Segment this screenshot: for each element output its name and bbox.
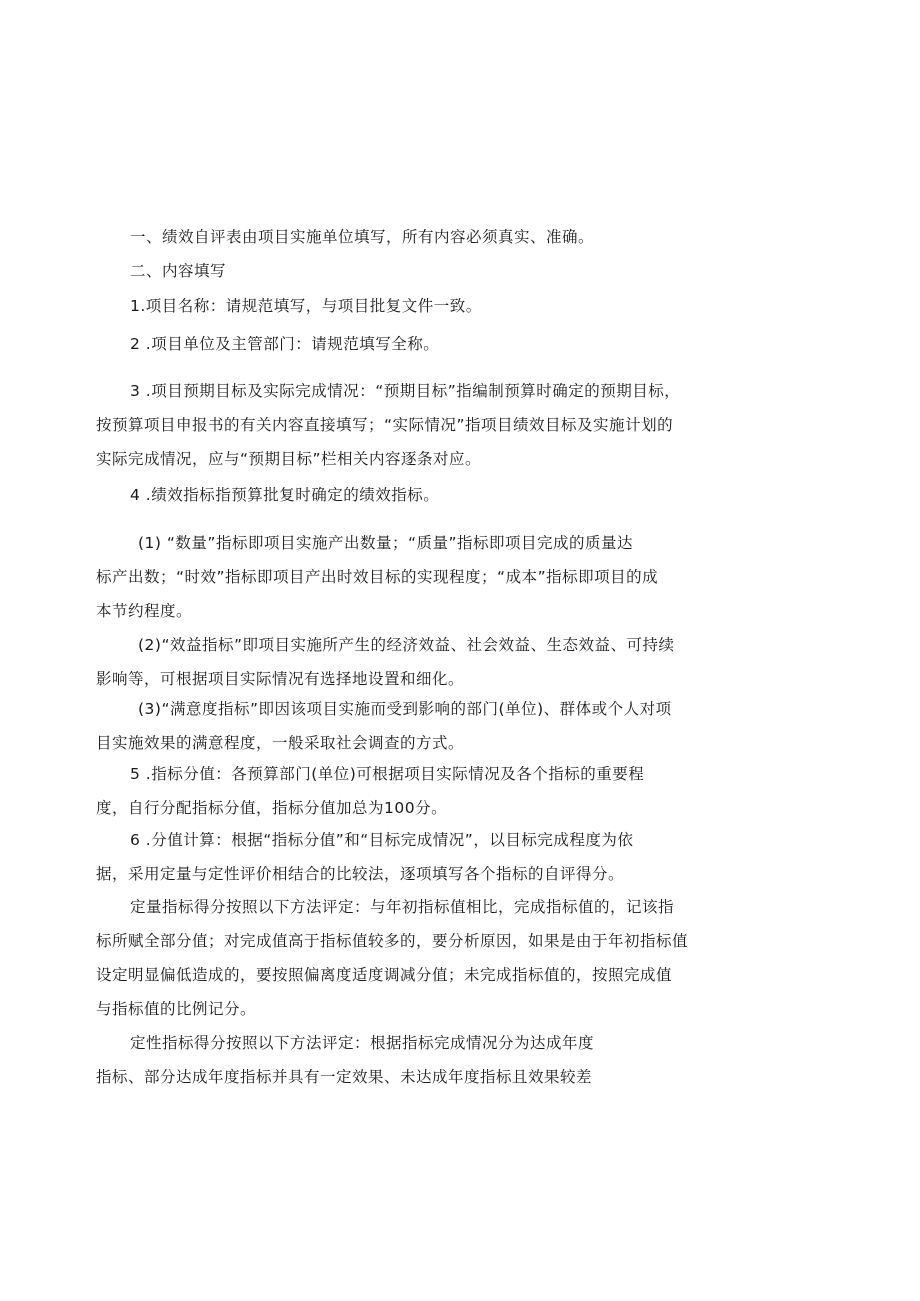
text-line: 指标、部分达成年度指标并具有一定效果、未达成年度指标且效果较差 (96, 1068, 593, 1086)
text-line: 与指标值的比例记分。 (96, 1000, 257, 1018)
section-heading (96, 254, 726, 288)
text-line: (2)“效益指标”即项目实施所产生的经济效益、社会效益、生态效益、可持续 (138, 636, 675, 654)
paragraph-item-1 (96, 289, 726, 323)
text-line: 按预算项目申报书的有关内容直接填写；“实际情况”指项目绩效目标及实施计划的 (96, 416, 674, 434)
text-line: 2 .项目单位及主管部门：请规范填写全称。 (130, 335, 440, 353)
paragraph-quantitative (96, 890, 726, 1026)
paragraph-subitem-1 (96, 526, 726, 628)
text-line: 本节约程度。 (96, 602, 193, 620)
text-line: (1) “数量”指标即项目实施产出数量；“质量”指标即项目完成的质量达 (138, 534, 634, 552)
text-line: 影响等，可根据项目实际情况有选择地设置和细化。 (96, 670, 465, 688)
paragraph-item-2 (96, 327, 726, 361)
text-line: 定量指标得分按照以下方法评定：与年初指标值相比，完成指标值的，记该指 (130, 898, 675, 916)
text-line: 目实施效果的满意程度，一般采取社会调查的方式。 (96, 734, 465, 752)
text-line: 一、绩效自评表由项目实施单位填写，所有内容必须真实、准确。 (130, 228, 595, 246)
paragraph-item-4 (96, 478, 726, 512)
text-line: 4 .绩效指标指预算批复时确定的绩效指标。 (130, 486, 440, 504)
text-line: 据，采用定量与定性评价相结合的比较法，逐项填写各个指标的自评得分。 (96, 865, 625, 883)
paragraph-qualitative (96, 1026, 726, 1094)
paragraph-intro (96, 220, 726, 254)
text-line: 实际完成情况，应与“预期目标”栏相关内容逐条对应。 (96, 450, 482, 468)
paragraph-subitem-2 (96, 628, 726, 696)
paragraph-item-5 (96, 757, 726, 825)
text-line: 标产出数；“时效”指标即项目产出时效目标的实现程度；“成本”指标即项目的成 (96, 568, 659, 586)
text-line: 3 .项目预期目标及实际完成情况：“预期目标”指编制预算时确定的预期目标， (130, 382, 681, 400)
paragraph-subitem-3 (96, 692, 726, 760)
paragraph-item-3 (96, 374, 726, 476)
text-line: 定性指标得分按照以下方法评定：根据指标完成情况分为达成年度 (130, 1034, 595, 1052)
text-line: 标所赋全部分值；对完成值高于指标值较多的，要分析原因，如果是由于年初指标值 (96, 932, 689, 950)
text-line: (3)“满意度指标”即因该项目实施而受到影响的部门(单位)、群体或个人对项 (138, 700, 672, 718)
paragraph-item-6 (96, 823, 726, 891)
text-line: 度，自行分配指标分值，指标分值加总为100分。 (96, 799, 448, 817)
text-line: 5 .指标分值：各预算部门(单位)可根据项目实际情况及各个指标的重要程 (130, 765, 645, 783)
text-line: 二、内容填写 (130, 262, 227, 280)
text-line: 设定明显偏低造成的，要按照偏离度适度调减分值；未完成指标值的，按照完成值 (96, 966, 673, 984)
text-line: 6 .分值计算：根据“指标分值”和“目标完成情况”，以目标完成程度为依 (130, 831, 634, 849)
text-line: 1.项目名称：请规范填写，与项目批复文件一致。 (130, 297, 482, 315)
